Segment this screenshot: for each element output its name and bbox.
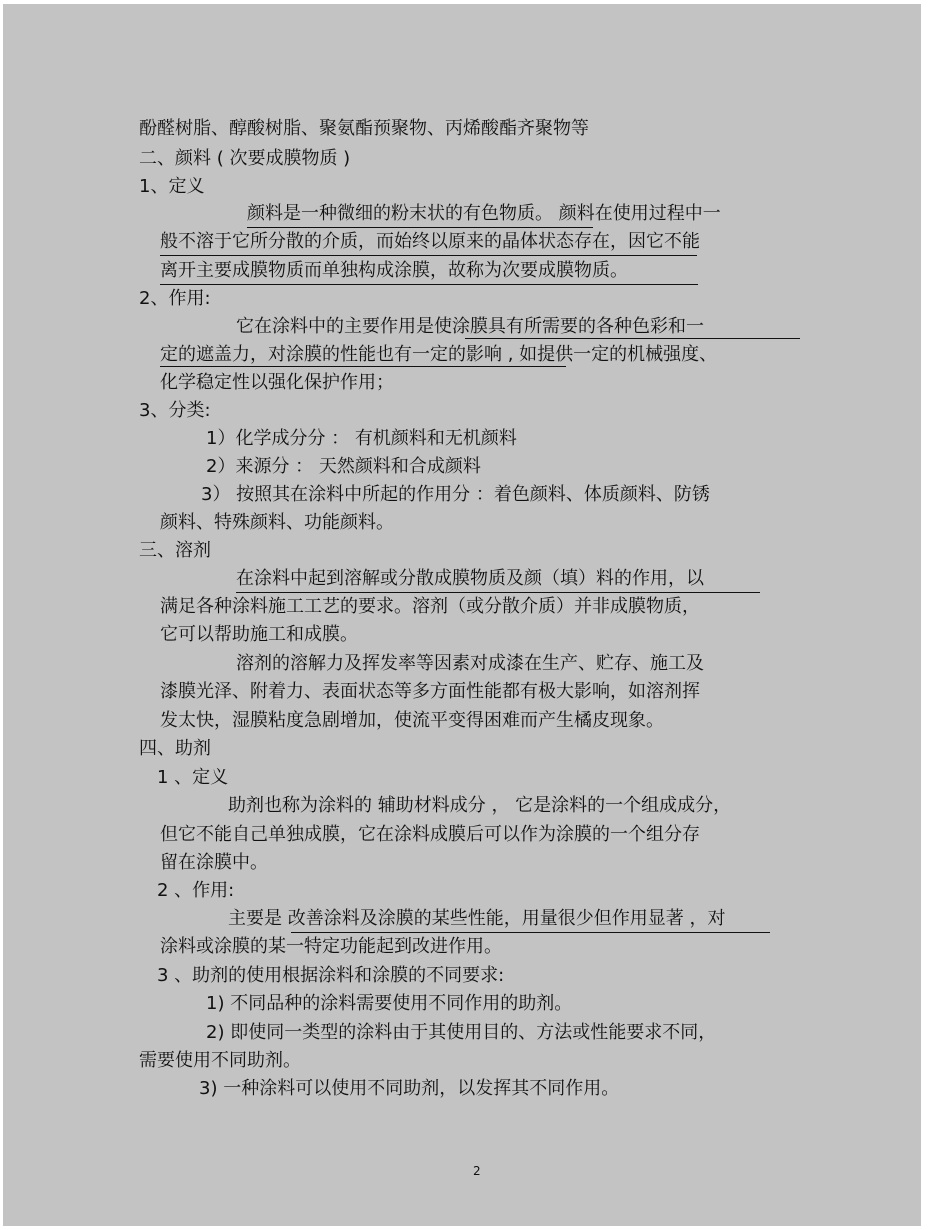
subsection-heading: 2 、作用: [157,880,235,901]
underline [160,366,566,367]
list-item: 3） 按照其在涂料中所起的作用分 ：着色颜料、体质颜料、防锈 [201,484,710,505]
text-line: 需要使用不同助剂。 [139,1050,301,1071]
subsection-heading: 1 、定义 [157,767,229,788]
underline [247,227,593,228]
text-line: 离开主要成膜物质而单独构成涂膜，故称为次要成膜物质。 [160,260,628,281]
subsection-heading: 1、定义 [139,176,205,197]
list-item: 2）来源分 ： 天然颜料和合成颜料 [206,456,481,477]
section-heading: 三、溶剂 [139,540,211,561]
subsection-heading: 3 、助剂的使用根据涂料和涂膜的不同要求: [157,965,505,986]
subsection-heading: 3、分类: [139,400,211,421]
list-item: 1）化学成分分 ： 有机颜料和无机颜料 [206,428,517,449]
text-line: 主要是 改善涂料及涂膜的某些性能，用量很少但作用显著 ，对 [228,908,726,929]
text-line: 涂料或涂膜的某一特定功能起到改进作用。 [160,936,502,957]
text-line: 留在涂膜中。 [160,852,268,873]
text-line: 它可以帮助施工和成膜。 [160,624,358,645]
text-line: 满足各种涂料施工工艺的要求。溶剂（或分散介质）并非成膜物质， [160,596,700,617]
list-item: 1) 不同品种的涂料需要使用不同作用的助剂。 [206,993,573,1014]
section-heading: 四、助剂 [139,738,211,759]
text-line: 酚醛树脂、醇酸树脂、聚氨酯预聚物、丙烯酸酯齐聚物等 [139,118,589,139]
text-line: 漆膜光泽、附着力、表面状态等多方面性能都有极大影响，如溶剂挥 [160,681,700,702]
underline [291,932,770,933]
text-line: 般不溶于它所分散的介质，而始终以原来的晶体状态存在，因它不能 [160,231,700,252]
text-line: 颜料是一种微细的粉末状的有色物质。 颜料在使用过程中一 [247,203,721,224]
text-line: 它在涂料中的主要作用是使涂膜具有所需要的各种色彩和一 [236,316,704,337]
underline [465,338,800,339]
section-heading: 二、颜料 ( 次要成膜物质 ) [139,148,351,169]
text-line: 在涂料中起到溶解或分散成膜物质及颜（填）料的作用，以 [236,568,704,589]
text-line: 发太快，湿膜粘度急剧增加，使流平变得困难而产生橘皮现象。 [160,710,664,731]
page-number: 2 [473,1164,481,1178]
underline [160,284,698,285]
text-line: 定的遮盖力，对涂膜的性能也有一定的影响 , 如提供一定的机械强度、 [160,344,718,365]
text-line: 但它不能自己单独成膜，它在涂料成膜后可以作为涂膜的一个组分存 [160,824,700,845]
text-line: 助剂也称为涂料的 辅助材料成分 ， 它是涂料的一个组成成分， [228,795,732,816]
underline [160,255,697,256]
text-line: 溶剂的溶解力及挥发率等因素对成漆在生产、贮存、施工及 [236,653,704,674]
document-page [3,4,921,1226]
text-line: 颜料、特殊颜料、功能颜料。 [160,512,394,533]
list-item: 2) 即使同一类型的涂料由于其使用目的、方法或性能要求不同， [206,1022,717,1043]
text-line: 化学稳定性以强化保护作用； [160,372,394,393]
list-item: 3) 一种涂料可以使用不同助剂，以发挥其不同作用。 [199,1078,620,1099]
underline [236,592,760,593]
subsection-heading: 2、作用: [139,288,211,309]
